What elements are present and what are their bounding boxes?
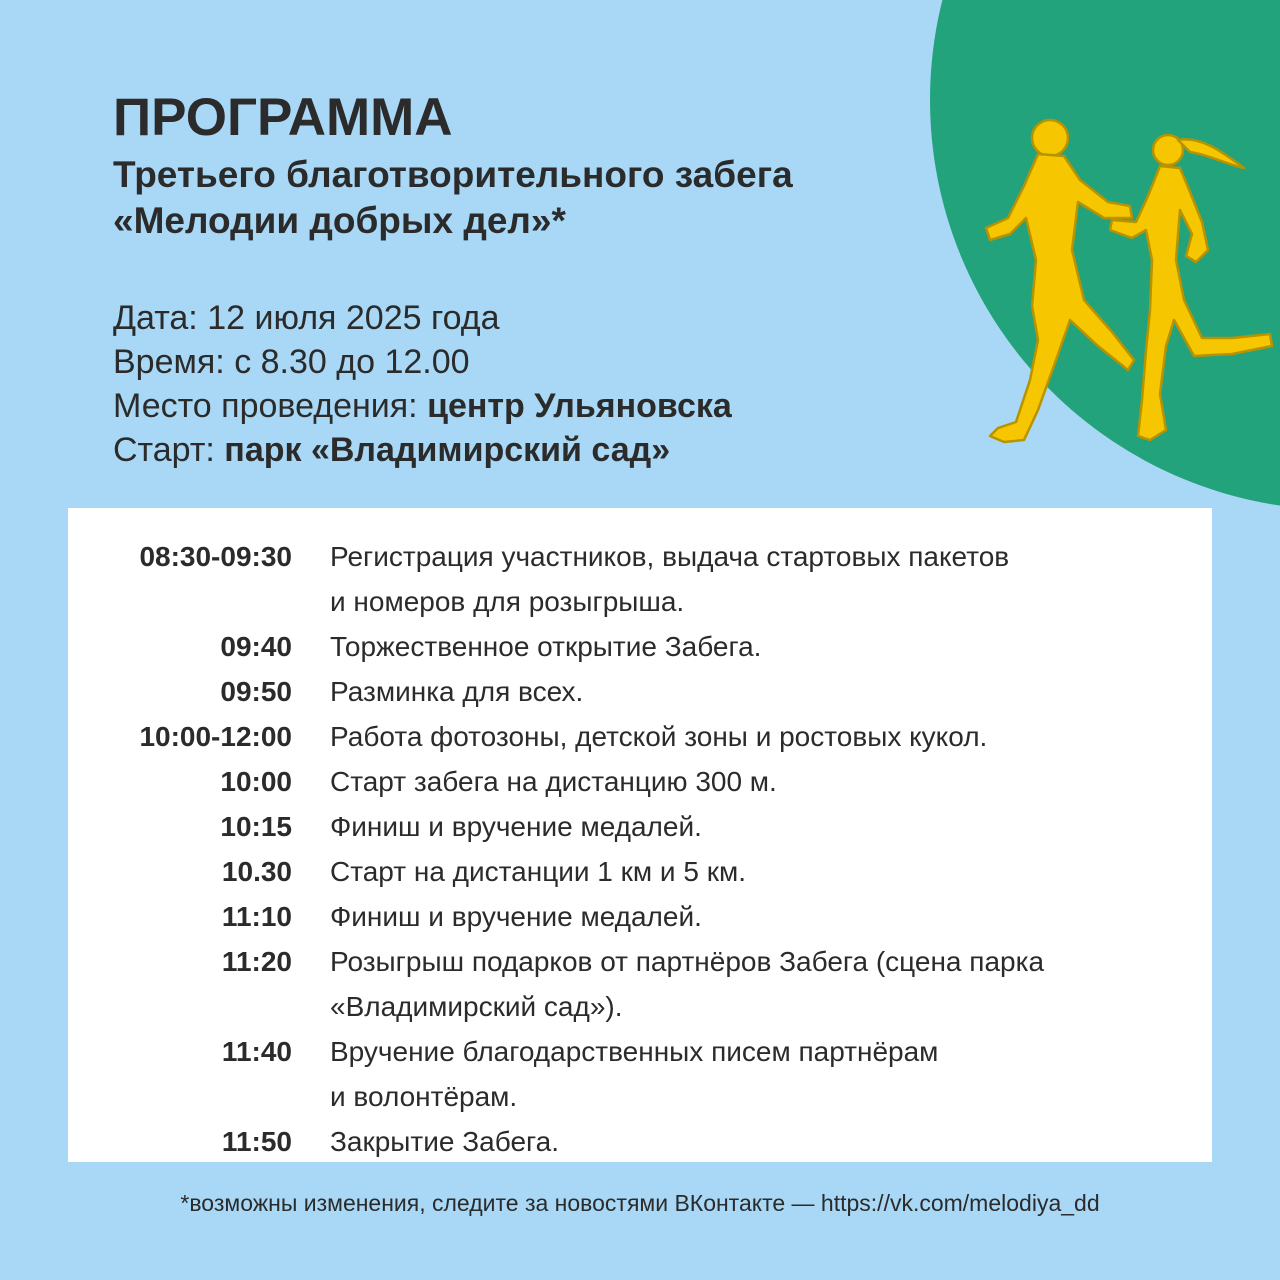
schedule-time: 10.30	[221, 856, 292, 887]
event-subtitle-line-2: «Мелодии добрых дел»*	[113, 200, 566, 241]
start-value: парк «Владимирский сад»	[224, 431, 671, 469]
schedule-description	[330, 759, 1170, 804]
schedule-description	[330, 849, 1170, 894]
place-value: центр Ульяновска	[427, 387, 732, 425]
schedule-description-line: Вручение благодарственных писем партнёрам	[330, 1036, 939, 1067]
female-runner-icon	[1110, 135, 1272, 440]
schedule-description	[330, 894, 1170, 939]
page-title: ПРОГРАММА	[113, 88, 453, 147]
male-runner-icon	[986, 120, 1134, 442]
schedule-description	[330, 669, 1170, 714]
time-label: Время:	[113, 343, 235, 381]
place-label: Место проведения:	[113, 387, 428, 425]
schedule-time: 09:40	[220, 631, 292, 662]
schedule-description-line: Финиш и вручение медалей.	[330, 811, 702, 842]
schedule-description-line: и волонтёрам.	[330, 1081, 518, 1112]
header	[113, 88, 793, 244]
date-label: Дата:	[113, 299, 208, 337]
event-info	[113, 296, 732, 472]
schedule-time: 08:30-09:30	[139, 541, 292, 572]
schedule-description	[330, 1029, 1170, 1119]
schedule-panel	[68, 508, 1212, 1162]
schedule-time: 11:20	[221, 946, 292, 977]
schedule-description-line: Старт на дистанции 1 км и 5 км.	[330, 856, 746, 887]
schedule-row	[68, 714, 1212, 759]
schedule-description-line: «Владимирский сад»).	[330, 991, 623, 1022]
schedule-row	[68, 1119, 1212, 1164]
schedule-list	[68, 534, 1212, 1164]
schedule-row	[68, 669, 1212, 714]
schedule-row	[68, 624, 1212, 669]
start-line	[113, 428, 732, 472]
time-value: с 8.30 до 12.00	[234, 343, 470, 381]
schedule-description-line: Старт забега на дистанцию 300 м.	[330, 766, 777, 797]
schedule-row	[68, 894, 1212, 939]
schedule-description	[330, 1119, 1170, 1164]
schedule-time: 10:15	[220, 811, 292, 842]
time-line	[113, 340, 732, 384]
schedule-row	[68, 939, 1212, 1029]
schedule-row	[68, 1029, 1212, 1119]
schedule-description	[330, 804, 1170, 849]
schedule-description-line: и номеров для розыгрыша.	[330, 586, 685, 617]
runners-illustration	[980, 110, 1280, 470]
schedule-row	[68, 849, 1212, 894]
start-label: Старт:	[113, 431, 225, 469]
schedule-description-line: Розыгрыш подарков от партнёров Забега (сцена парка	[330, 946, 1045, 977]
schedule-description-line: Разминка для всех.	[330, 676, 584, 707]
place-line	[113, 384, 732, 428]
schedule-description	[330, 624, 1170, 669]
schedule-time: 10:00	[220, 766, 292, 797]
schedule-time: 09:50	[220, 676, 292, 707]
date-line	[113, 296, 732, 340]
footnote: *возможны изменения, следите за новостями ВКонтакте — https://vk.com/melodiya_dd	[180, 1190, 1100, 1216]
schedule-description-line: Регистрация участников, выдача стартовых пакетов	[330, 541, 1010, 572]
schedule-row	[68, 534, 1212, 624]
schedule-row	[68, 759, 1212, 804]
schedule-description	[330, 714, 1170, 759]
schedule-description-line: Работа фотозоны, детской зоны и ростовых кукол.	[330, 721, 988, 752]
schedule-row	[68, 804, 1212, 849]
schedule-description	[330, 939, 1170, 1029]
schedule-description-line: Торжественное открытие Забега.	[330, 631, 762, 662]
event-subtitle-line-1: Третьего благотворительного забега	[113, 154, 793, 195]
schedule-description	[330, 534, 1170, 624]
schedule-description-line: Финиш и вручение медалей.	[330, 901, 702, 932]
schedule-time: 11:40	[221, 1036, 292, 1067]
schedule-time: 10:00-12:00	[139, 721, 292, 752]
date-value: 12 июля 2025 года	[207, 299, 500, 337]
schedule-time: 11:50	[221, 1126, 292, 1157]
schedule-description-line: Закрытие Забега.	[330, 1126, 559, 1157]
schedule-time: 11:10	[221, 901, 292, 932]
